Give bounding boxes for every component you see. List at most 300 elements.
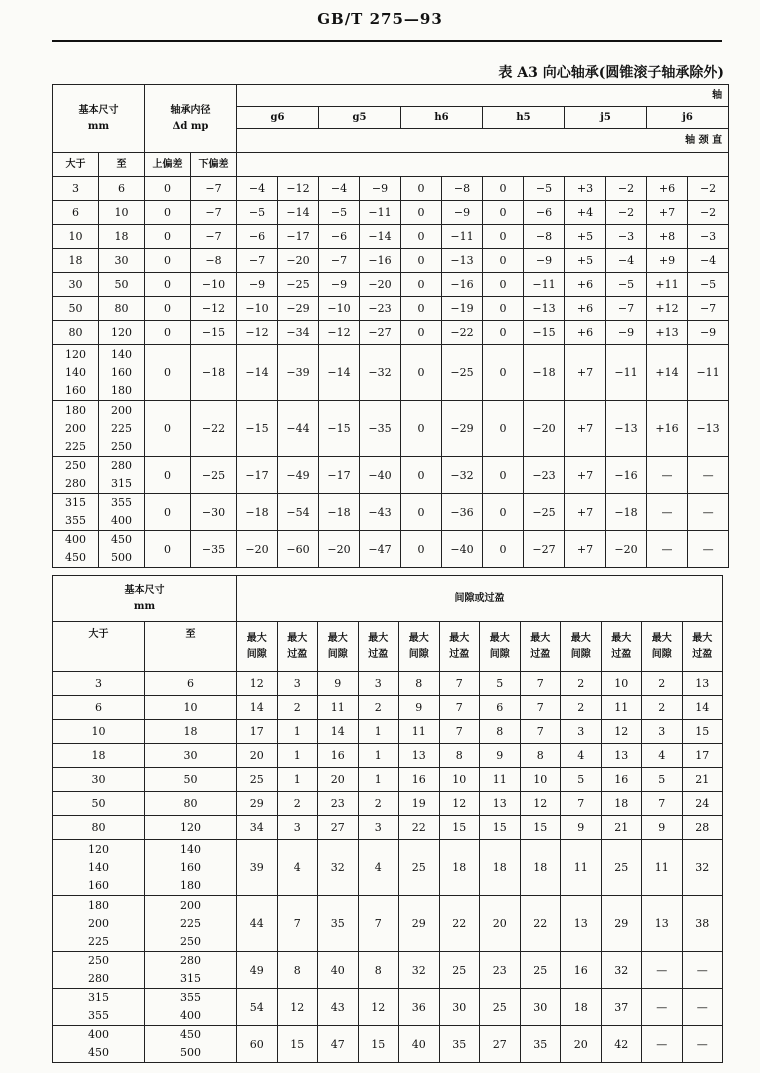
size-over-cell [53, 792, 145, 816]
size-over: 180 [88, 898, 109, 912]
upper-deviation: 0 [145, 225, 191, 249]
max-interference: 3 [277, 816, 318, 840]
deviation-row [53, 225, 729, 249]
shaft-deviation: −14 [319, 345, 360, 401]
max-clearance: 2 [642, 696, 683, 720]
lower-deviation: −30 [191, 494, 237, 531]
size-to: 450 [180, 1028, 201, 1041]
lower-deviation: −10 [191, 273, 237, 297]
size-to-cell [99, 201, 145, 225]
col-to: 至 [99, 153, 145, 177]
size-to: 80 [183, 796, 198, 810]
max-clearance: 11 [642, 840, 683, 896]
max-clearance: 16 [399, 768, 440, 792]
shaft-deviation: −18 [524, 345, 565, 401]
deviation-row [53, 249, 729, 273]
deviation-row [53, 531, 729, 568]
shaft-deviation: −20 [360, 273, 401, 297]
size-over: 180 [65, 403, 86, 417]
table-caption: 表 A3 向心轴承(圆锥滚子轴承除外) [498, 65, 724, 81]
shaft-deviation: −4 [237, 177, 278, 201]
size-over-cell [53, 321, 99, 345]
max-clearance: 7 [642, 792, 683, 816]
size-to: 225 [111, 421, 132, 435]
header-line: 最大 [368, 632, 389, 644]
shaft-deviation: −20 [606, 531, 647, 568]
shaft-deviation: −23 [360, 297, 401, 321]
max-interference: 30 [439, 989, 480, 1026]
max-interference: 8 [277, 952, 318, 989]
shaft-deviation: −9 [524, 249, 565, 273]
fit-j6: j6 [647, 107, 729, 129]
size-to-cell [145, 1026, 237, 1063]
max-clearance: 7 [561, 792, 602, 816]
max-interference: 18 [601, 792, 642, 816]
max-interference: 13 [682, 672, 723, 696]
size-to: 250 [180, 934, 201, 948]
fit-row [53, 989, 723, 1026]
shaft-deviation: 0 [401, 345, 442, 401]
max-interference: 22 [520, 896, 561, 952]
upper-deviation: 0 [145, 457, 191, 494]
shaft-deviation: −2 [688, 177, 729, 201]
shaft-deviation: −4 [688, 249, 729, 273]
max-interference: 4 [358, 840, 399, 896]
shaft-deviation: −15 [319, 401, 360, 457]
fit-row [53, 672, 723, 696]
max-clearance: 16 [561, 952, 602, 989]
shaft-deviation: −16 [606, 457, 647, 494]
shaft-deviation: −8 [442, 177, 483, 201]
header-line: 最大 [246, 632, 267, 644]
size-over: 18 [91, 748, 106, 762]
deviation-row [53, 345, 729, 401]
max-clearance: 40 [318, 952, 359, 989]
upper-deviation: 0 [145, 531, 191, 568]
max-interference: 1 [358, 720, 399, 744]
fit-row [53, 792, 723, 816]
size-to: 30 [114, 253, 129, 267]
max-clearance: 27 [318, 816, 359, 840]
col-lower-dev: 下偏差 [191, 153, 237, 177]
shaft-deviation: −17 [237, 457, 278, 494]
standard-header: GB/T 275—93 [317, 10, 443, 28]
shaft-deviation: +6 [565, 273, 606, 297]
size-to: 200 [111, 403, 132, 417]
shaft-deviation: −6 [524, 201, 565, 225]
size-to: 180 [111, 383, 132, 397]
max-clearance: 29 [237, 792, 278, 816]
upper-deviation: 0 [145, 177, 191, 201]
max-clearance: 12 [237, 672, 278, 696]
shaft-deviation: −18 [606, 494, 647, 531]
shaft-deviation: −22 [442, 321, 483, 345]
shaft-deviation: −11 [688, 345, 729, 401]
fit-row [53, 816, 723, 840]
header-line: 间隙 [651, 648, 672, 660]
max-clearance: 25 [480, 989, 521, 1026]
size-over-cell [53, 345, 99, 401]
size-over-cell [53, 531, 99, 568]
max-interference-header [682, 622, 723, 672]
fit-h5: h5 [483, 107, 565, 129]
size-to-cell [145, 720, 237, 744]
shaft-deviation: −13 [524, 297, 565, 321]
max-clearance: 32 [399, 952, 440, 989]
shaft-deviation: −2 [606, 201, 647, 225]
max-interference: 4 [277, 840, 318, 896]
shaft-deviation: −47 [360, 531, 401, 568]
shaft-deviation: 0 [401, 401, 442, 457]
header-line: 间隙 [489, 648, 510, 660]
max-interference: 18 [439, 840, 480, 896]
shaft-deviation: −32 [360, 345, 401, 401]
shaft-deviation: −2 [688, 201, 729, 225]
shaft-deviation: +13 [647, 321, 688, 345]
size-to-cell [145, 744, 237, 768]
deviation-row [53, 201, 729, 225]
shaft-deviation: −9 [606, 321, 647, 345]
shaft-deviation: −13 [606, 401, 647, 457]
header-line: 过盈 [530, 648, 551, 660]
shaft-deviation: 0 [483, 225, 524, 249]
max-interference: 7 [520, 720, 561, 744]
max-clearance: 40 [399, 1026, 440, 1063]
max-interference: 22 [439, 896, 480, 952]
fit-row [53, 840, 723, 896]
max-interference: — [682, 952, 723, 989]
max-clearance: 5 [561, 768, 602, 792]
size-to-cell [99, 177, 145, 201]
lower-deviation: −8 [191, 249, 237, 273]
size-to: 450 [111, 533, 132, 546]
shaft-deviation: −15 [237, 401, 278, 457]
lower-deviation: −7 [191, 225, 237, 249]
size-over: 6 [95, 700, 102, 714]
fit-row [53, 720, 723, 744]
size-to-cell [99, 225, 145, 249]
max-interference: 12 [358, 989, 399, 1026]
size-to-cell [145, 696, 237, 720]
max-interference-header [277, 622, 318, 672]
max-clearance: 18 [561, 989, 602, 1026]
size-to: 6 [118, 181, 125, 195]
size-over: 225 [88, 934, 109, 948]
shaft-deviation: −3 [688, 225, 729, 249]
shaft-deviation: −4 [606, 249, 647, 273]
max-interference: 25 [439, 952, 480, 989]
size-to-cell [145, 952, 237, 989]
max-clearance: 60 [237, 1026, 278, 1063]
max-clearance: 2 [561, 672, 602, 696]
size-to-cell [99, 494, 145, 531]
shaft-deviation: −6 [319, 225, 360, 249]
size-to: 200 [180, 898, 201, 912]
shaft-deviation: −20 [524, 401, 565, 457]
max-interference: 7 [520, 696, 561, 720]
shaft-deviation: −20 [319, 531, 360, 568]
deviation-row [53, 401, 729, 457]
max-clearance: 23 [480, 952, 521, 989]
shaft-deviation: — [647, 457, 688, 494]
max-clearance: 49 [237, 952, 278, 989]
shaft-deviation: −36 [442, 494, 483, 531]
shaft-deviation: −27 [524, 531, 565, 568]
max-interference: 17 [682, 744, 723, 768]
shaft-deviation: −20 [237, 531, 278, 568]
max-interference: 12 [601, 720, 642, 744]
max-interference: 12 [520, 792, 561, 816]
shaft-deviation: 0 [483, 531, 524, 568]
header-line: 间隙 [327, 648, 348, 660]
size-over: 250 [65, 459, 86, 472]
header-line: 最大 [692, 632, 713, 644]
max-interference-header [358, 622, 399, 672]
size-to: 18 [183, 724, 198, 738]
max-clearance: 13 [399, 744, 440, 768]
shaft-deviation: −14 [360, 225, 401, 249]
max-clearance: 9 [480, 744, 521, 768]
size-to-cell [145, 989, 237, 1026]
size-to: 30 [183, 748, 198, 762]
shaft-deviation: −16 [442, 273, 483, 297]
shaft-deviation: −25 [442, 345, 483, 401]
shaft-deviation: −12 [278, 177, 319, 201]
shaft-deviation: +3 [565, 177, 606, 201]
header-line: 最大 [449, 632, 470, 644]
max-interference: 18 [520, 840, 561, 896]
size-to-cell [99, 531, 145, 568]
shaft-deviation: +8 [647, 225, 688, 249]
header-line: 间隙 [408, 648, 429, 660]
shaft-deviation: −17 [278, 225, 319, 249]
size-to: 180 [180, 878, 201, 892]
max-interference: 15 [358, 1026, 399, 1063]
fit-j5: j5 [565, 107, 647, 129]
size-to: 50 [183, 772, 198, 786]
shaft-deviation: −17 [319, 457, 360, 494]
upper-deviation: 0 [145, 273, 191, 297]
fit-row [53, 744, 723, 768]
max-interference: 37 [601, 989, 642, 1026]
size-over-cell [53, 1026, 145, 1063]
size-over-cell [53, 457, 99, 494]
max-interference: 32 [682, 840, 723, 896]
lower-deviation: −12 [191, 297, 237, 321]
max-interference-header [601, 622, 642, 672]
size-to: 500 [180, 1046, 201, 1059]
max-clearance: 9 [318, 672, 359, 696]
shaft-deviation: −10 [319, 297, 360, 321]
size-to: 280 [111, 459, 132, 472]
shaft-deviation: +16 [647, 401, 688, 457]
fit-row [53, 896, 723, 952]
shaft-deviation: −14 [278, 201, 319, 225]
max-interference: 28 [682, 816, 723, 840]
col-to-bottom: 至 [145, 622, 237, 672]
max-clearance: 9 [642, 816, 683, 840]
shaft-deviation: −16 [360, 249, 401, 273]
fit-h6: h6 [401, 107, 483, 129]
shaft-deviation: +12 [647, 297, 688, 321]
shaft-deviation: 0 [401, 494, 442, 531]
deviation-row [53, 457, 729, 494]
shaft-deviation: +5 [565, 249, 606, 273]
shaft-deviation: −12 [319, 321, 360, 345]
shaft-deviation: −25 [278, 273, 319, 297]
size-to-cell [99, 457, 145, 494]
shaft-deviation: 0 [483, 345, 524, 401]
max-clearance: 3 [642, 720, 683, 744]
shaft-deviation: −11 [524, 273, 565, 297]
max-clearance: 8 [399, 672, 440, 696]
bore-header: 轴承内径 Δd mp [145, 85, 237, 153]
shaft-deviation: 0 [401, 321, 442, 345]
size-over: 355 [65, 514, 86, 527]
max-interference-header [520, 622, 561, 672]
max-interference: 8 [439, 744, 480, 768]
max-interference: 29 [601, 896, 642, 952]
lower-deviation: −22 [191, 401, 237, 457]
shaft-deviation: −20 [278, 249, 319, 273]
max-clearance: 6 [480, 696, 521, 720]
shaft-deviation: +7 [565, 401, 606, 457]
size-header: 基本尺寸 mm [53, 85, 145, 153]
size-over-cell [53, 177, 99, 201]
lower-deviation: −7 [191, 201, 237, 225]
max-clearance: 4 [642, 744, 683, 768]
shaft-deviation: −39 [278, 345, 319, 401]
max-interference: 7 [277, 896, 318, 952]
size-to: 50 [114, 277, 129, 291]
max-clearance-header [399, 622, 440, 672]
size-over-cell [53, 494, 99, 531]
header-line: 过盈 [287, 648, 308, 660]
max-clearance: 32 [318, 840, 359, 896]
size-over: 10 [68, 229, 83, 243]
max-clearance-header [480, 622, 521, 672]
shaft-deviation: −54 [278, 494, 319, 531]
shaft-label: 轴 [237, 85, 729, 107]
max-interference: 7 [439, 672, 480, 696]
size-over: 450 [65, 551, 86, 564]
max-interference: 14 [682, 696, 723, 720]
shaft-deviation: −43 [360, 494, 401, 531]
max-interference: 2 [358, 696, 399, 720]
size-over: 30 [91, 772, 106, 786]
max-clearance: 20 [561, 1026, 602, 1063]
max-clearance: 17 [237, 720, 278, 744]
shaft-deviation: 0 [401, 225, 442, 249]
header-line: 过盈 [368, 648, 389, 660]
shaft-deviation: +7 [565, 345, 606, 401]
size-to-cell [145, 768, 237, 792]
size-to: 400 [180, 1009, 201, 1022]
shaft-deviation: −5 [237, 201, 278, 225]
size-over: 160 [65, 383, 86, 397]
shaft-deviation: +6 [647, 177, 688, 201]
size-over: 225 [65, 439, 86, 453]
max-interference: 7 [358, 896, 399, 952]
max-clearance: 43 [318, 989, 359, 1026]
shaft-deviation: +7 [565, 531, 606, 568]
max-clearance: 15 [480, 816, 521, 840]
size-header-bottom: 基本尺寸 mm [53, 576, 237, 622]
shaft-deviation: +4 [565, 201, 606, 225]
size-to-cell [99, 249, 145, 273]
max-interference: 21 [682, 768, 723, 792]
max-clearance: 35 [318, 896, 359, 952]
size-to: 80 [114, 301, 129, 315]
fit-label: 间隙或过盈 [237, 576, 723, 622]
max-interference: 10 [601, 672, 642, 696]
shaft-deviation: −18 [319, 494, 360, 531]
max-interference: 7 [439, 696, 480, 720]
size-over: 400 [88, 1028, 109, 1041]
max-clearance: 14 [237, 696, 278, 720]
max-clearance: 44 [237, 896, 278, 952]
max-interference: 1 [358, 768, 399, 792]
shaft-deviation: −8 [524, 225, 565, 249]
header-line: 最大 [408, 632, 429, 644]
header-line: 最大 [489, 632, 510, 644]
shaft-deviation: −19 [442, 297, 483, 321]
shaft-deviation: −9 [360, 177, 401, 201]
size-to-cell [145, 672, 237, 696]
max-clearance: 20 [318, 768, 359, 792]
shaft-deviation: −5 [319, 201, 360, 225]
max-clearance: 13 [561, 896, 602, 952]
upper-deviation: 0 [145, 321, 191, 345]
size-over: 6 [72, 205, 79, 219]
size-over-cell [53, 201, 99, 225]
shaft-deviation: −32 [442, 457, 483, 494]
shaft-deviation: +6 [565, 297, 606, 321]
size-over: 18 [68, 253, 83, 267]
max-interference: 21 [601, 816, 642, 840]
shaft-deviation: +5 [565, 225, 606, 249]
size-to: 280 [180, 954, 201, 967]
max-clearance: 5 [642, 768, 683, 792]
size-over-cell [53, 401, 99, 457]
shaft-deviation: 0 [401, 273, 442, 297]
shaft-deviation: −11 [360, 201, 401, 225]
size-over: 30 [68, 277, 83, 291]
max-interference: 7 [520, 672, 561, 696]
shaft-deviation: −7 [688, 297, 729, 321]
size-to-cell [145, 816, 237, 840]
size-over-cell [53, 249, 99, 273]
shaft-deviation: 0 [401, 177, 442, 201]
shaft-deviation: −5 [524, 177, 565, 201]
max-clearance: 8 [480, 720, 521, 744]
shaft-deviation: −15 [524, 321, 565, 345]
lower-deviation: −7 [191, 177, 237, 201]
max-interference: 42 [601, 1026, 642, 1063]
size-over: 50 [68, 301, 83, 315]
shaft-deviation: −7 [237, 249, 278, 273]
max-interference: 24 [682, 792, 723, 816]
upper-deviation: 0 [145, 401, 191, 457]
header-line: 间隙 [570, 648, 591, 660]
max-clearance: 11 [318, 696, 359, 720]
upper-deviation: 0 [145, 345, 191, 401]
max-interference: 13 [601, 744, 642, 768]
size-to: 140 [180, 842, 201, 856]
shaft-deviation: +9 [647, 249, 688, 273]
max-interference-header [439, 622, 480, 672]
max-interference: 3 [277, 672, 318, 696]
